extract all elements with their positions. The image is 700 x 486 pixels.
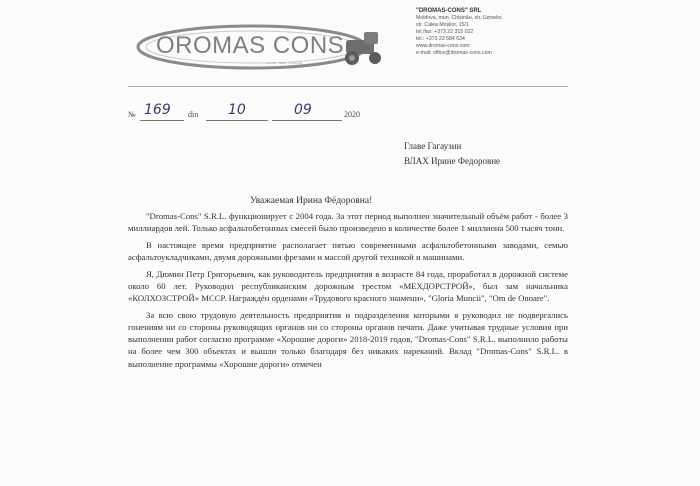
company-name: "DROMAS-CONS" SRL: [416, 8, 482, 14]
address-line: Moldova, mun. Chișinău, str. Uzinelor,: [416, 15, 504, 21]
reference-number: 169: [144, 102, 171, 118]
addressee-name: ВЛАХ Ирине Федоровне: [404, 156, 501, 166]
salutation: Уважаемая Ирина Фёдоровна!: [250, 196, 373, 206]
body-paragraph: "Dromas-Cons" S.R.L. функционирует с 2004 года. За этот период выполнен значительный объём работ - более 3 миллиардов лей. Только асфальтобетонных смесей было произведено в количестве более 1 миллиона 500 тысяч тонн.: [128, 211, 568, 234]
website-line: www.dromas-cons.com: [416, 43, 470, 49]
letterhead-divider: [128, 86, 568, 87]
body-paragraph: За всю свою трудовую деятельность предприятия и подразделения которыми я руководил не подвергались гонениям ни со стороны руководящих органов ни со стороны органов печати. Даже учитывая трудные условия при выполнении работ согласно программе «Хорошие дороги» 2018-2019 годов, "Dromas-Cons" S.R.L. выполнило работы на более чем 300 объектах и вышли только благодаря без никаких нареканий. Вклад "Dromas-Cons" S.R.L. в выполнение программы «Хорошие дороги» отмечен: [128, 310, 568, 369]
company-logo: [134, 20, 396, 74]
phone-fax-line: tel./fax: +373 22 315 022: [416, 29, 474, 35]
logo-wordmark: OROMAS CONS: [156, 32, 345, 59]
body-paragraph: В настоящее время предприятие располагает пятью современными асфальтобетонными заводами, семью асфальтоукладчиками, двумя дорожными фрезами и массой другой техникой и машинами.: [128, 240, 568, 263]
date-day: 10: [228, 102, 246, 118]
number-sign: №: [128, 110, 136, 119]
letter-body: [128, 210, 568, 375]
phone-line: tel.: +373 22 584 634: [416, 36, 465, 42]
body-paragraph: Я, Дюмин Петр Григорьевич, как руководитель предприятия в возрасте 84 года, проработал в дорожной системе около 60 лет. Руководил республиканским дорожным трестом «МЕХДОРСТРОЙ», был зам начальника «КОЛХОЗСТРОЙ» МССР. Награждён орденами «Трудового красного знамени», "Gloria Muncii", "Om de Onoare".: [128, 269, 568, 304]
reference-line: [128, 104, 388, 124]
logo-tagline: drumuri · asfalt · construcții: [266, 61, 303, 65]
addressee-title: Главе Гагаузии: [404, 141, 462, 151]
date-year: 2020: [344, 110, 360, 119]
email-line: e-mail: office@dromas-cons.com: [416, 50, 492, 56]
date-from-label: din: [188, 110, 199, 119]
date-month: 09: [294, 102, 312, 118]
address-line: str. Calea Moșilor, 15/1: [416, 22, 469, 28]
company-contact-block: [416, 8, 566, 57]
